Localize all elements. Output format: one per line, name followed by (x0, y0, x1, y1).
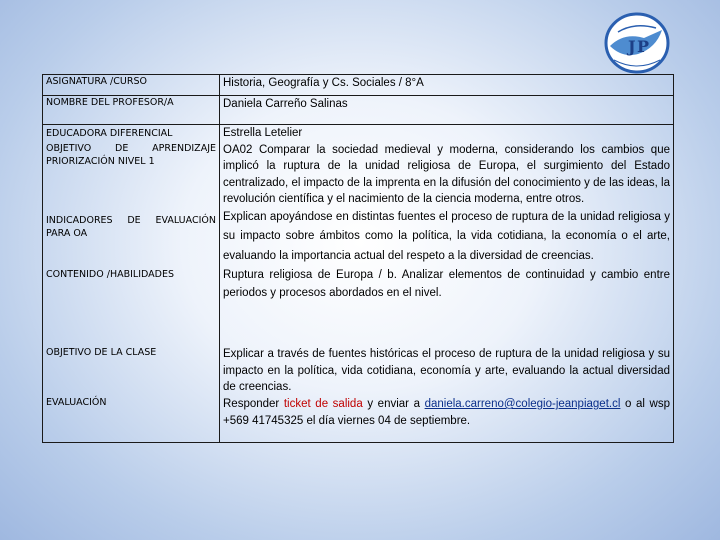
email-link[interactable]: daniela.carreno@colegio-jeanpiaget.cl (424, 398, 621, 410)
value-contenido: Ruptura religiosa de Europa / b. Analizar elementos de continuidad y cambio entre periodos y procesos abordados en el nivel. (220, 266, 674, 346)
evaluacion-text-3: o al wsp +569 41745325 el día viernes 04 de septiembre. (223, 398, 670, 427)
evaluacion-text-1: Responder (223, 398, 284, 410)
row-indicadores (43, 208, 674, 267)
value-asignatura: Historia, Geografía y Cs. Sociales / 8°A (220, 75, 674, 96)
label-evaluacion: EVALUACIÓN (43, 396, 220, 443)
label-objetivo-aprendizaje: OBJETIVO DE APRENDIZAJE PRIORIZACIÓN NIVEL 1 (43, 142, 220, 208)
row-objetivo-clase (43, 346, 674, 396)
value-profesor: Daniela Carreño Salinas (220, 96, 674, 125)
row-contenido (43, 266, 674, 346)
row-profesor (43, 96, 674, 125)
label-profesor: NOMBRE DEL PROFESOR/A (43, 96, 220, 125)
label-contenido: CONTENIDO /HABILIDADES (43, 266, 220, 346)
school-logo (604, 12, 670, 74)
svg-text:J: J (628, 37, 636, 56)
value-objetivo-aprendizaje: OA02 Comparar la sociedad medieval y moderna, considerando los cambios que implicó la ruptura de la unidad religiosa de Europa, el surgimiento del Estado centralizado, el impacto de la imprenta en la difusión del conocimiento y de las ideas, la revolución científica y el nacimiento de la ciencia moderna, entre otros. (220, 142, 674, 208)
value-indicadores: Explican apoyándose en distintas fuentes el proceso de ruptura de la unidad religiosa y su impacto sobre ámbitos como la política, la vida cotidiana, la economía o el arte, evaluando la importancia actual del respeto a la diversidad de creencias. (220, 208, 674, 267)
evaluacion-text-2: y enviar a (362, 398, 425, 410)
label-educadora: EDUCADORA DIFERENCIAL (43, 125, 220, 142)
planning-table (42, 74, 674, 443)
row-evaluacion (43, 396, 674, 443)
row-objetivo-aprendizaje (43, 142, 674, 208)
value-evaluacion (220, 396, 674, 443)
value-objetivo-clase: Explicar a través de fuentes históricas el proceso de ruptura de la unidad religiosa y su impacto en la política, vida cotidiana, economía y arte, evaluando la actual diversidad de creencias. (220, 346, 674, 396)
svg-text:P: P (637, 37, 650, 56)
ticket-salida-highlight: ticket de salida (283, 398, 363, 410)
label-objetivo-clase: OBJETIVO DE LA CLASE (43, 346, 220, 396)
label-indicadores: INDICADORES DE EVALUACIÓN PARA OA (43, 208, 220, 267)
row-asignatura (43, 75, 674, 96)
value-educadora: Estrella Letelier (220, 125, 674, 142)
label-asignatura: ASIGNATURA /CURSO (43, 75, 220, 96)
row-educadora (43, 125, 674, 142)
